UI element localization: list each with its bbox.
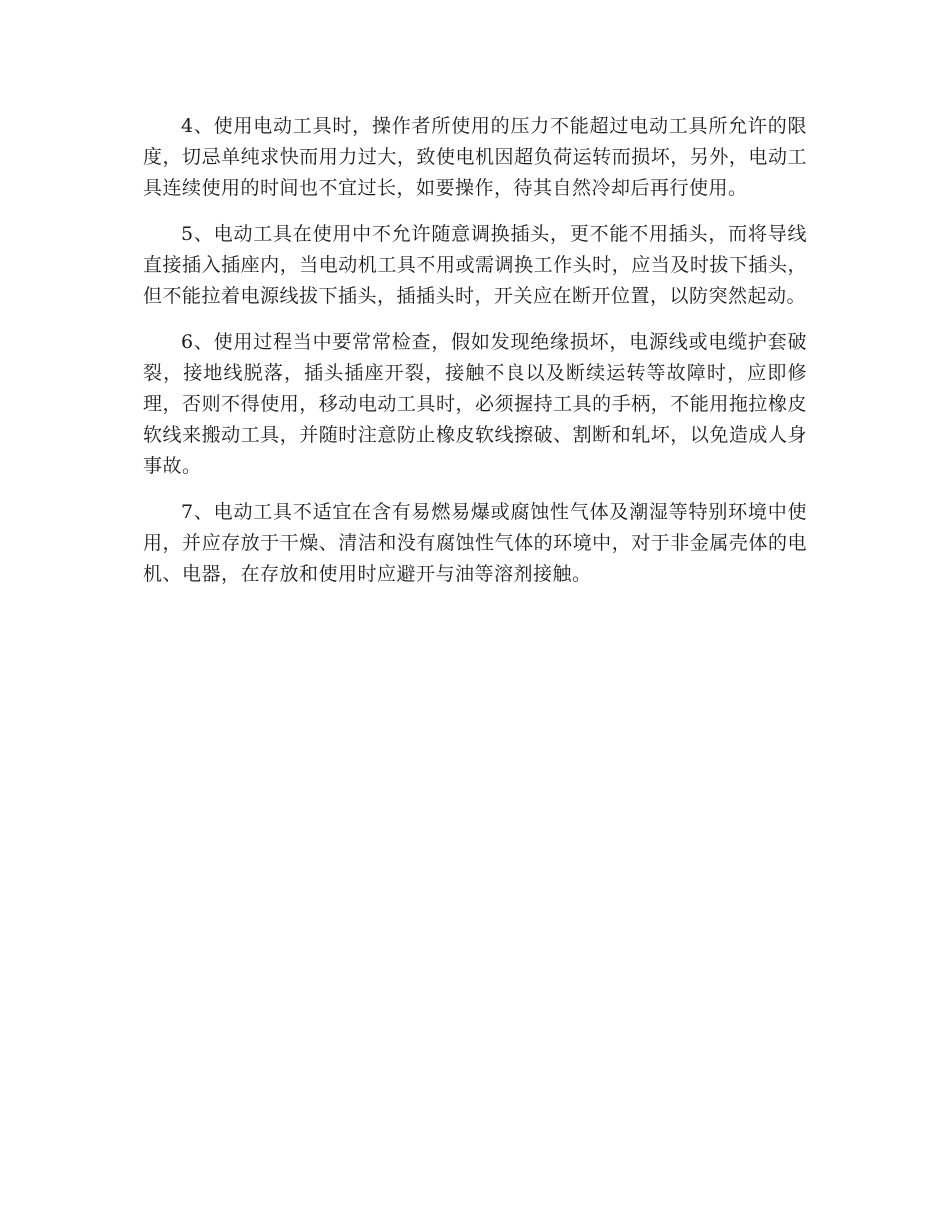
paragraph-5: 5、电动工具在使用中不允许随意调换插头，更不能不用插头，而将导线直接插入插座内，当电动机工具不用或需调换工作头时，应当及时拔下插头，但不能拉着电源线拔下插头，插插头时，开关应在断开位置，以防突然起动。 <box>143 223 807 307</box>
document-body <box>143 111 807 605</box>
paragraph-6: 6、使用过程当中要常常检查，假如发现绝缘损坏，电源线或电缆护套破裂，接地线脱落，插头插座开裂，接触不良以及断续运转等故障时，应即修理，否则不得使用，移动电动工具时，必须握持工具的手柄，不能用拖拉橡皮软线来搬动工具，并随时注意防止橡皮软线擦破、割断和轧坏，以免造成人身事故。 <box>143 331 807 477</box>
paragraph-7: 7、电动工具不适宜在含有易燃易爆或腐蚀性气体及潮湿等特别环境中使用，并应存放于干燥、清洁和没有腐蚀性气体的环境中，对于非金属壳体的电机、电器，在存放和使用时应避开与油等溶剂接触。 <box>143 501 807 585</box>
paragraph-4: 4、使用电动工具时，操作者所使用的压力不能超过电动工具所允许的限度，切忌单纯求快而用力过大，致使电机因超负荷运转而损坏，另外，电动工具连续使用的时间也不宜过长，如要操作，待其自然冷却后再行使用。 <box>143 115 807 199</box>
